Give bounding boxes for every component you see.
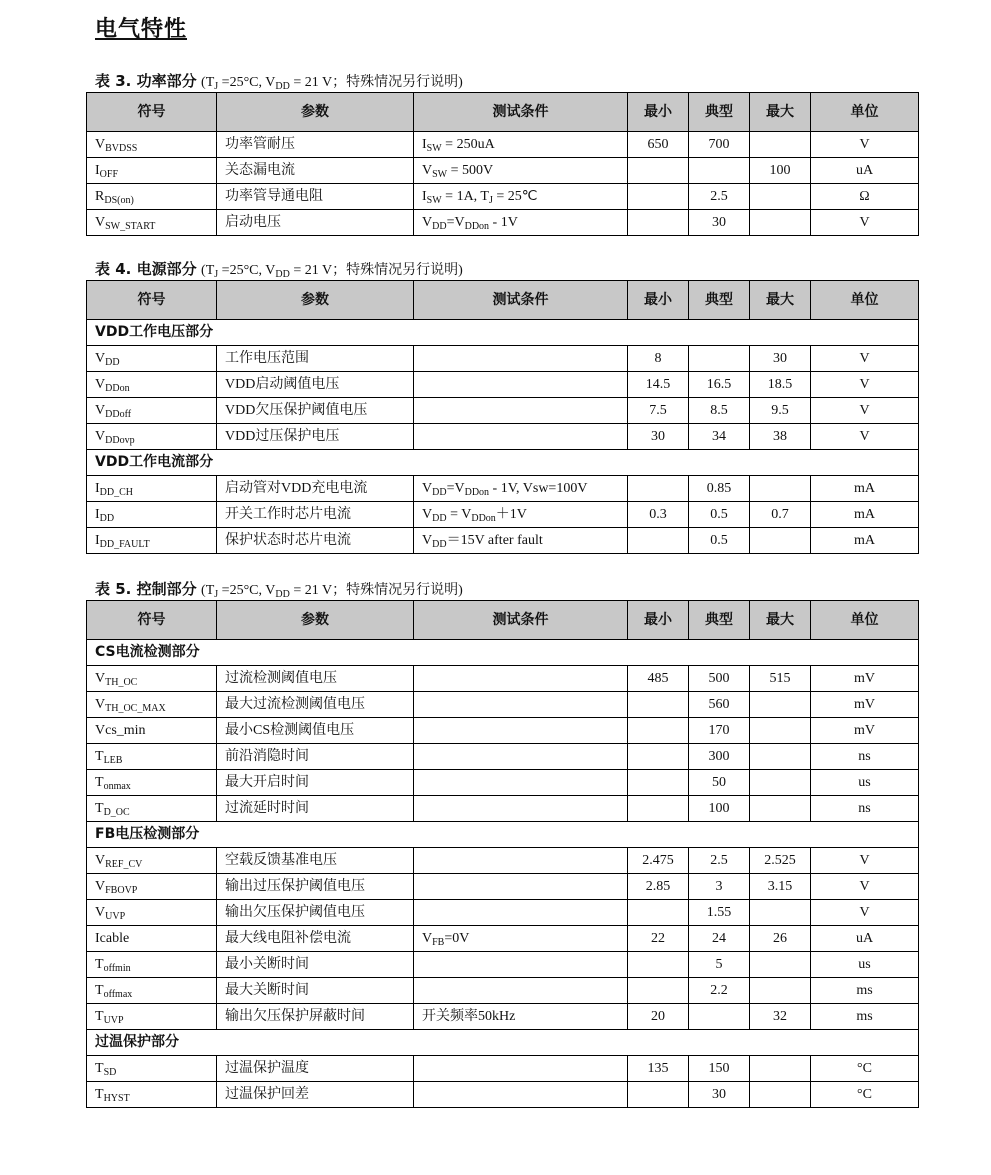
cell-max <box>750 132 811 158</box>
header-unit: 单位 <box>811 93 919 132</box>
cell-symbol: $V_{TH\_OC\_MAX}$ <box>87 692 217 718</box>
cell-unit: Ω <box>811 184 919 210</box>
table-caption-label: 表 3. 功率部分 <box>95 72 197 90</box>
cell-unit: V <box>811 210 919 236</box>
header-parameter: 参数 <box>217 601 414 640</box>
cell-max <box>750 1056 811 1082</box>
cell-condition <box>414 900 628 926</box>
cell-parameter: 开关工作时芯片电流 <box>217 502 414 528</box>
table-row <box>87 978 919 1004</box>
cell-unit: V <box>811 346 919 372</box>
cell-max: 2.525 <box>750 848 811 874</box>
cell-condition <box>414 744 628 770</box>
cell-unit: °C <box>811 1056 919 1082</box>
cell-unit: ns <box>811 796 919 822</box>
header-unit: 单位 <box>811 601 919 640</box>
header-min: 最小 <box>628 601 689 640</box>
cell-min <box>628 744 689 770</box>
cell-symbol: $T_{onmax}$ <box>87 770 217 796</box>
table-caption <box>95 578 463 599</box>
cell-min <box>628 528 689 554</box>
cell-condition <box>414 848 628 874</box>
cell-unit: ms <box>811 978 919 1004</box>
cell-max <box>750 528 811 554</box>
table-caption-label: 表 4. 电源部分 <box>95 260 197 278</box>
cell-parameter: 关态漏电流 <box>217 158 414 184</box>
cell-max: 18.5 <box>750 372 811 398</box>
spec-table <box>86 92 919 236</box>
cell-typ: 8.5 <box>689 398 750 424</box>
cell-typ: 2.5 <box>689 184 750 210</box>
section-row <box>87 450 919 476</box>
cell-typ: 2.5 <box>689 848 750 874</box>
cell-symbol: $T_{offmin}$ <box>87 952 217 978</box>
cell-symbol: $V_{DDovp}$ <box>87 424 217 450</box>
table-caption <box>95 258 463 279</box>
cell-typ: 3 <box>689 874 750 900</box>
cell-symbol: $V_{BVDSS}$ <box>87 132 217 158</box>
cell-symbol: $I_{DD\_CH}$ <box>87 476 217 502</box>
cell-unit: uA <box>811 926 919 952</box>
cell-parameter: 功率管耐压 <box>217 132 414 158</box>
cell-parameter: VDD欠压保护阈值电压 <box>217 398 414 424</box>
page-title: 电气特性 <box>95 17 188 42</box>
cell-min: 485 <box>628 666 689 692</box>
cell-parameter: VDD启动阈值电压 <box>217 372 414 398</box>
table-row <box>87 1004 919 1030</box>
cell-typ <box>689 158 750 184</box>
cell-min: 14.5 <box>628 372 689 398</box>
cell-typ: 24 <box>689 926 750 952</box>
cell-parameter: 启动电压 <box>217 210 414 236</box>
cell-max: 100 <box>750 158 811 184</box>
cell-typ: 16.5 <box>689 372 750 398</box>
cell-condition <box>414 718 628 744</box>
cell-min <box>628 952 689 978</box>
cell-min: 8 <box>628 346 689 372</box>
cell-parameter: VDD过压保护电压 <box>217 424 414 450</box>
section-title: CS电流检测部分 <box>87 640 919 666</box>
cell-condition <box>414 952 628 978</box>
header-condition: 测试条件 <box>414 281 628 320</box>
table-row <box>87 424 919 450</box>
cell-max <box>750 770 811 796</box>
cell-min <box>628 210 689 236</box>
cell-unit: mV <box>811 718 919 744</box>
cell-min <box>628 1082 689 1108</box>
table-row <box>87 744 919 770</box>
cell-parameter: 最小CS检测阈值电压 <box>217 718 414 744</box>
table-caption-conditions: ($T_J =25^\circ C$, $V_{DD} = 21$ V；特殊情况另行说明) <box>201 263 463 280</box>
cell-unit: °C <box>811 1082 919 1108</box>
cell-symbol: $T_{offmax}$ <box>87 978 217 1004</box>
cell-typ: 700 <box>689 132 750 158</box>
cell-symbol: $V_{UVP}$ <box>87 900 217 926</box>
cell-unit: V <box>811 874 919 900</box>
cell-symbol: $T_{D\_OC}$ <box>87 796 217 822</box>
cell-symbol: $V_{TH\_OC}$ <box>87 666 217 692</box>
cell-condition <box>414 398 628 424</box>
table-row <box>87 132 919 158</box>
cell-typ: 50 <box>689 770 750 796</box>
cell-max: 30 <box>750 346 811 372</box>
table-row <box>87 692 919 718</box>
cell-typ: 0.5 <box>689 502 750 528</box>
cell-min: 0.3 <box>628 502 689 528</box>
cell-condition <box>414 978 628 1004</box>
cell-typ: 34 <box>689 424 750 450</box>
cell-unit: V <box>811 132 919 158</box>
table-caption-label: 表 5. 控制部分 <box>95 580 197 598</box>
cell-symbol: $I_{OFF}$ <box>87 158 217 184</box>
cell-parameter: 工作电压范围 <box>217 346 414 372</box>
section-title: VDD工作电流部分 <box>87 450 919 476</box>
header-condition: 测试条件 <box>414 601 628 640</box>
cell-condition <box>414 1056 628 1082</box>
cell-symbol: Vcs_min <box>87 718 217 744</box>
cell-parameter: 过流延时时间 <box>217 796 414 822</box>
cell-max <box>750 744 811 770</box>
cell-max <box>750 210 811 236</box>
cell-typ: 300 <box>689 744 750 770</box>
cell-max <box>750 796 811 822</box>
cell-unit: mA <box>811 502 919 528</box>
cell-typ: 0.5 <box>689 528 750 554</box>
cell-max: 3.15 <box>750 874 811 900</box>
cell-parameter: 前沿消隐时间 <box>217 744 414 770</box>
cell-min <box>628 978 689 1004</box>
cell-max <box>750 1082 811 1108</box>
cell-unit: us <box>811 952 919 978</box>
cell-parameter: 启动管对VDD充电电流 <box>217 476 414 502</box>
section-row <box>87 1030 919 1056</box>
cell-unit: mV <box>811 666 919 692</box>
spec-table <box>86 280 919 554</box>
cell-unit: mA <box>811 476 919 502</box>
header-symbol: 符号 <box>87 281 217 320</box>
header-unit: 单位 <box>811 281 919 320</box>
cell-condition <box>414 874 628 900</box>
cell-min: 135 <box>628 1056 689 1082</box>
cell-max: 26 <box>750 926 811 952</box>
cell-parameter: 最大过流检测阈值电压 <box>217 692 414 718</box>
cell-min: 7.5 <box>628 398 689 424</box>
cell-typ: 30 <box>689 1082 750 1108</box>
cell-symbol: $V_{DD}$ <box>87 346 217 372</box>
cell-condition: $I_{SW} = 250uA$ <box>414 132 628 158</box>
header-typ: 典型 <box>689 93 750 132</box>
cell-min: 20 <box>628 1004 689 1030</box>
cell-condition: $V_{DD}=V_{DDon} - 1V$ <box>414 210 628 236</box>
cell-unit: V <box>811 398 919 424</box>
cell-max <box>750 718 811 744</box>
table-row <box>87 398 919 424</box>
table-row <box>87 952 919 978</box>
table-header-row <box>87 601 919 640</box>
table-row <box>87 158 919 184</box>
section-title: 过温保护部分 <box>87 1030 919 1056</box>
cell-min: 2.85 <box>628 874 689 900</box>
cell-parameter: 保护状态时芯片电流 <box>217 528 414 554</box>
section-title: VDD工作电压部分 <box>87 320 919 346</box>
section-row <box>87 320 919 346</box>
cell-typ: 560 <box>689 692 750 718</box>
cell-symbol: $R_{DS(on)}$ <box>87 184 217 210</box>
header-max: 最大 <box>750 281 811 320</box>
cell-unit: mV <box>811 692 919 718</box>
header-max: 最大 <box>750 601 811 640</box>
header-symbol: 符号 <box>87 93 217 132</box>
cell-max <box>750 900 811 926</box>
cell-min <box>628 900 689 926</box>
cell-min <box>628 692 689 718</box>
cell-max: 515 <box>750 666 811 692</box>
cell-symbol: $T_{SD}$ <box>87 1056 217 1082</box>
header-condition: 测试条件 <box>414 93 628 132</box>
cell-max <box>750 476 811 502</box>
cell-condition: $I_{SW} = 1A$, $T_J$ = 25℃ <box>414 184 628 210</box>
section-row <box>87 822 919 848</box>
table-row <box>87 900 919 926</box>
cell-max: 9.5 <box>750 398 811 424</box>
table-row <box>87 528 919 554</box>
cell-max: 38 <box>750 424 811 450</box>
cell-min <box>628 158 689 184</box>
cell-parameter: 过温保护温度 <box>217 1056 414 1082</box>
cell-min: 650 <box>628 132 689 158</box>
cell-parameter: 最大开启时间 <box>217 770 414 796</box>
cell-condition <box>414 666 628 692</box>
table-row <box>87 502 919 528</box>
table-caption-conditions: ($T_J =25^\circ C$, $V_{DD} = 21$ V；特殊情况另行说明) <box>201 583 463 600</box>
cell-min: 22 <box>628 926 689 952</box>
cell-parameter: 最小关断时间 <box>217 952 414 978</box>
cell-condition <box>414 796 628 822</box>
cell-parameter: 最大线电阻补偿电流 <box>217 926 414 952</box>
cell-parameter: 功率管导通电阻 <box>217 184 414 210</box>
cell-typ: 100 <box>689 796 750 822</box>
cell-symbol: $I_{DD}$ <box>87 502 217 528</box>
cell-max: 0.7 <box>750 502 811 528</box>
cell-unit: V <box>811 424 919 450</box>
cell-condition <box>414 372 628 398</box>
cell-typ: 170 <box>689 718 750 744</box>
header-symbol: 符号 <box>87 601 217 640</box>
table-row <box>87 666 919 692</box>
cell-condition <box>414 1082 628 1108</box>
cell-symbol: Icable <box>87 926 217 952</box>
table-row <box>87 476 919 502</box>
cell-typ: 30 <box>689 210 750 236</box>
cell-condition <box>414 346 628 372</box>
cell-parameter: 过流检测阈值电压 <box>217 666 414 692</box>
table-caption <box>95 70 463 91</box>
cell-unit: uA <box>811 158 919 184</box>
cell-unit: ms <box>811 1004 919 1030</box>
cell-parameter: 过温保护回差 <box>217 1082 414 1108</box>
cell-unit: us <box>811 770 919 796</box>
header-max: 最大 <box>750 93 811 132</box>
cell-symbol: $I_{DD\_FAULT}$ <box>87 528 217 554</box>
cell-condition <box>414 424 628 450</box>
cell-max <box>750 978 811 1004</box>
cell-symbol: $V_{FBOVP}$ <box>87 874 217 900</box>
cell-min: 2.475 <box>628 848 689 874</box>
section-title: FB电压检测部分 <box>87 822 919 848</box>
table-row <box>87 372 919 398</box>
table-row <box>87 184 919 210</box>
table-header-row <box>87 281 919 320</box>
cell-unit: V <box>811 848 919 874</box>
cell-min <box>628 770 689 796</box>
cell-condition <box>414 770 628 796</box>
cell-typ: 500 <box>689 666 750 692</box>
table-caption-conditions: ($T_J =25^\circ C$, $V_{DD} = 21$ V；特殊情况另行说明) <box>201 75 463 92</box>
header-typ: 典型 <box>689 281 750 320</box>
cell-condition <box>414 692 628 718</box>
cell-max: 32 <box>750 1004 811 1030</box>
cell-condition: 开关频率50kHz <box>414 1004 628 1030</box>
table-row <box>87 770 919 796</box>
cell-symbol: $T_{HYST}$ <box>87 1082 217 1108</box>
table-row <box>87 926 919 952</box>
cell-symbol: $T_{UVP}$ <box>87 1004 217 1030</box>
table-row <box>87 346 919 372</box>
table-row <box>87 874 919 900</box>
cell-min <box>628 184 689 210</box>
cell-typ: 0.85 <box>689 476 750 502</box>
cell-min: 30 <box>628 424 689 450</box>
cell-min <box>628 796 689 822</box>
header-min: 最小 <box>628 281 689 320</box>
header-parameter: 参数 <box>217 281 414 320</box>
table-row <box>87 1056 919 1082</box>
cell-parameter: 输出欠压保护屏蔽时间 <box>217 1004 414 1030</box>
cell-symbol: $V_{DDon}$ <box>87 372 217 398</box>
cell-unit: mA <box>811 528 919 554</box>
cell-max <box>750 692 811 718</box>
header-typ: 典型 <box>689 601 750 640</box>
cell-min <box>628 476 689 502</box>
table-row <box>87 210 919 236</box>
cell-condition: $V_{FB}=0V$ <box>414 926 628 952</box>
cell-parameter: 输出过压保护阈值电压 <box>217 874 414 900</box>
table-row <box>87 848 919 874</box>
cell-max <box>750 952 811 978</box>
table-row <box>87 796 919 822</box>
cell-typ: 1.55 <box>689 900 750 926</box>
header-parameter: 参数 <box>217 93 414 132</box>
cell-condition: $V_{DD}=15V$ after fault <box>414 528 628 554</box>
cell-parameter: 最大关断时间 <box>217 978 414 1004</box>
cell-unit: V <box>811 372 919 398</box>
cell-symbol: $V_{REF\_CV}$ <box>87 848 217 874</box>
cell-unit: ns <box>811 744 919 770</box>
cell-typ: 5 <box>689 952 750 978</box>
cell-typ: 2.2 <box>689 978 750 1004</box>
cell-condition: $V_{DD} = V_{DDon}+1V$ <box>414 502 628 528</box>
cell-unit: V <box>811 900 919 926</box>
cell-min <box>628 718 689 744</box>
cell-typ <box>689 346 750 372</box>
cell-condition: $V_{SW} = 500V$ <box>414 158 628 184</box>
cell-symbol: $V_{SW\_START}$ <box>87 210 217 236</box>
table-header-row <box>87 93 919 132</box>
cell-symbol: $V_{DDoff}$ <box>87 398 217 424</box>
cell-typ: 150 <box>689 1056 750 1082</box>
cell-parameter: 空载反馈基准电压 <box>217 848 414 874</box>
table-row <box>87 718 919 744</box>
header-min: 最小 <box>628 93 689 132</box>
cell-typ <box>689 1004 750 1030</box>
cell-parameter: 输出欠压保护阈值电压 <box>217 900 414 926</box>
cell-max <box>750 184 811 210</box>
section-row <box>87 640 919 666</box>
cell-symbol: $T_{LEB}$ <box>87 744 217 770</box>
spec-table <box>86 600 919 1108</box>
cell-condition: $V_{DD}=V_{DDon} - 1V$, Vsw=100V <box>414 476 628 502</box>
table-row <box>87 1082 919 1108</box>
